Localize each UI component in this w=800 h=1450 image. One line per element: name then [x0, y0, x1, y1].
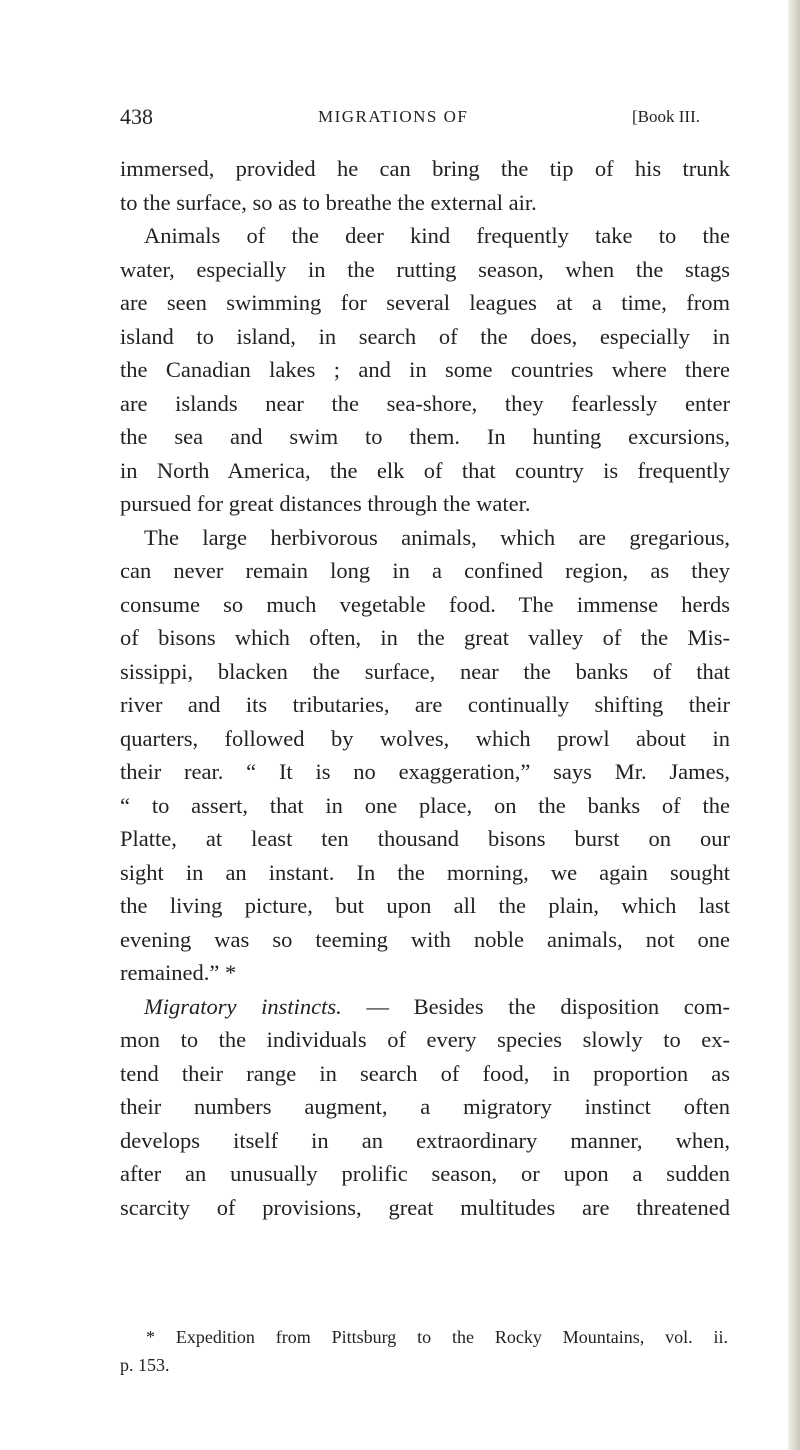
- text-line: sight in an instant. In the morning, we again sought: [120, 859, 730, 885]
- text-line: immersed, provided he can bring the tip of his trunk: [120, 156, 730, 181]
- footnote-line: p. 153.: [120, 1355, 170, 1375]
- text-line: mon to the individuals of every species slowly to ex-: [120, 1027, 730, 1052]
- section-heading-line: [120, 990, 730, 1024]
- text-line: consume so much vegetable food. The immense herds: [120, 591, 730, 617]
- text-line: can never remain long in a confined region, as they: [120, 558, 730, 583]
- text-line: their numbers augment, a migratory instinct often: [120, 1094, 730, 1119]
- body-text: [120, 152, 730, 1224]
- text-line: in North America, the elk of that country is frequently: [120, 457, 730, 483]
- text-line: to the surface, so as to breathe the external air.: [120, 189, 537, 215]
- text-line: of bisons which often, in the great valley of the Mis-: [120, 625, 730, 650]
- text-line: their rear. “ It is no exaggeration,” says Mr. James,: [120, 759, 730, 784]
- text-line: are seen swimming for several leagues at a time, from: [120, 290, 730, 315]
- text-line: The large herbivorous animals, which are gregarious,: [144, 524, 730, 550]
- text-line: sissippi, blacken the surface, near the banks of that: [120, 658, 730, 684]
- text-line: island to island, in search of the does, especially in: [120, 323, 730, 349]
- page-number: 438: [120, 104, 153, 129]
- text-line-fragment: — Besides the disposition com-: [366, 993, 731, 1019]
- text-line: pursued for great distances through the water.: [120, 491, 531, 516]
- footnote-line: * Expedition from Pittsburg to the Rocky Mountains, vol. ii.: [146, 1327, 728, 1347]
- page-header: [120, 104, 780, 138]
- footnote: [120, 1323, 728, 1379]
- text-line: are islands near the sea-shore, they fearlessly enter: [120, 390, 730, 416]
- book-reference: [Book III.: [632, 107, 700, 126]
- text-line: water, especially in the rutting season, when the stags: [120, 256, 730, 282]
- text-line: Animals of the deer kind frequently take to the: [144, 223, 730, 248]
- text-line: Platte, at least ten thousand bisons burst on our: [120, 826, 730, 851]
- text-line: the living picture, but upon all the plain, which last: [120, 893, 730, 918]
- section-heading: Migratory instincts.: [144, 993, 342, 1019]
- text-line: develops itself in an extraordinary manner, when,: [120, 1127, 730, 1153]
- running-head: MIGRATIONS OF: [318, 107, 469, 126]
- text-line: river and its tributaries, are continually shifting their: [120, 692, 730, 717]
- text-line: “ to assert, that in one place, on the banks of the: [120, 792, 730, 818]
- text-line: scarcity of provisions, great multitudes are threatened: [120, 1194, 730, 1220]
- text-line: the sea and swim to them. In hunting excursions,: [120, 424, 730, 449]
- text-line: the Canadian lakes ; and in some countries where there: [120, 357, 730, 382]
- text-line: tend their range in search of food, in proportion as: [120, 1060, 730, 1086]
- text-line: quarters, followed by wolves, which prowl about in: [120, 725, 730, 751]
- text-line: evening was so teeming with noble animals, not one: [120, 926, 730, 952]
- text-line: after an unusually prolific season, or upon a sudden: [120, 1161, 730, 1186]
- page-edge: [788, 0, 800, 1450]
- text-line: remained.” *: [120, 960, 237, 985]
